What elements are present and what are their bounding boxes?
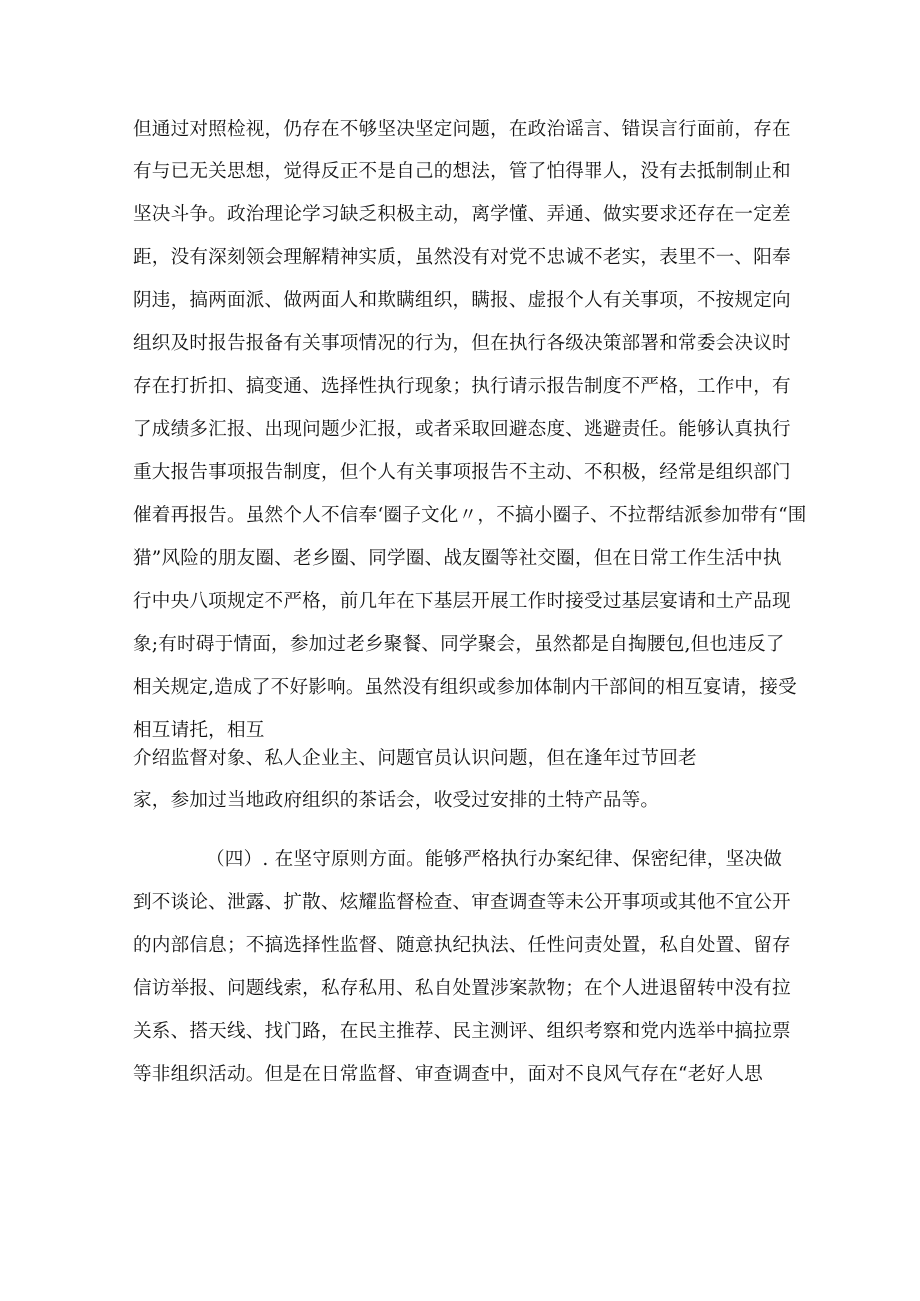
- text-line: 相互请托，相互: [133, 720, 265, 741]
- text-line: 等非组织活动。但是在日常监督、审查调查中，面对不良风气存在“老好人思: [133, 1064, 763, 1085]
- text-line: 家，参加过当地政府组织的茶话会，收受过安排的土特产品等。: [133, 790, 660, 811]
- text-line: 坚决斗争。政治理论学习缺乏积极主动，离学懂、弄通、做实要求还存在一定差: [133, 204, 791, 225]
- text-line: 到不谈论、泄露、扩散、炫耀监督检查、审查调查等未公开事项或其他不宜公开: [133, 892, 791, 913]
- text-line: 阴违，搞两面派、做两面人和欺瞒组织，瞒报、虚报个人有关事项，不按规定向: [133, 290, 791, 311]
- text-line: 距，没有深刻领会理解精神实质，虽然没有对党不忠诚不老实，表里不一、阳奉: [133, 247, 791, 268]
- text-line: 存在打折扣、搞变通、选择性执行现象；执行请示报告制度不严格，工作中，有: [133, 376, 791, 397]
- text-line: 组织及时报告报备有关事项情况的行为，但在执行各级决策部署和常委会决议时: [133, 333, 791, 354]
- text-line: 催着再报告。虽然个人不信奉‘圈子文化〃，不搞小圈子、不拉帮结派参加带有“围: [133, 505, 807, 526]
- text-line: 的内部信息；不搞选择性监督、随意执纪执法、任性问责处置，私自处置、留存: [133, 935, 791, 956]
- text-line: 了成绩多汇报、出现问题少汇报，或者采取回避态度、逃避责任。能够认真执行: [133, 419, 791, 440]
- text-line: 相关规定,造成了不好影响。虽然没有组织或参加体制内干部间的相互宴请，接受: [133, 677, 797, 698]
- text-line: 但通过对照检视，仍存在不够坚决坚定问题，在政治谣言、错误言行面前，存在: [133, 119, 791, 140]
- text-line: 有与已无关思想，觉得反正不是自己的想法，管了怕得罪人，没有去抵制制止和: [133, 161, 791, 182]
- text-line: 关系、搭天线、找门路，在民主推荐、民主测评、组织考察和党内选举中搞拉票: [133, 1021, 791, 1042]
- text-line: 重大报告事项报告制度，但个人有关事项报告不主动、不积极，经常是组织部门: [133, 462, 791, 483]
- text-line: 象;有时碍于情面，参加过老乡聚餐、同学聚会，虽然都是自掏腰包,但也违反了: [133, 634, 785, 655]
- text-line: 介绍监督对象、私人企业主、问题官员认识问题，但在逢年过节回老: [133, 748, 697, 769]
- text-line: 信访举报、问题线索，私存私用、私自处置涉案款物；在个人进退留转中没有拉: [133, 978, 791, 999]
- text-line: 猎”风险的朋友圈、老乡圈、同学圈、战友圈等社交圈，但在日常工作生活中执: [133, 548, 782, 569]
- text-line: 行中央八项规定不严格，前几年在下基层开展工作时接受过基层宴请和土产品现: [133, 591, 791, 612]
- section-heading-line: （四）. 在坚守原则方面。能够严格执行办案纪律、保密纪律，坚决做: [206, 849, 783, 870]
